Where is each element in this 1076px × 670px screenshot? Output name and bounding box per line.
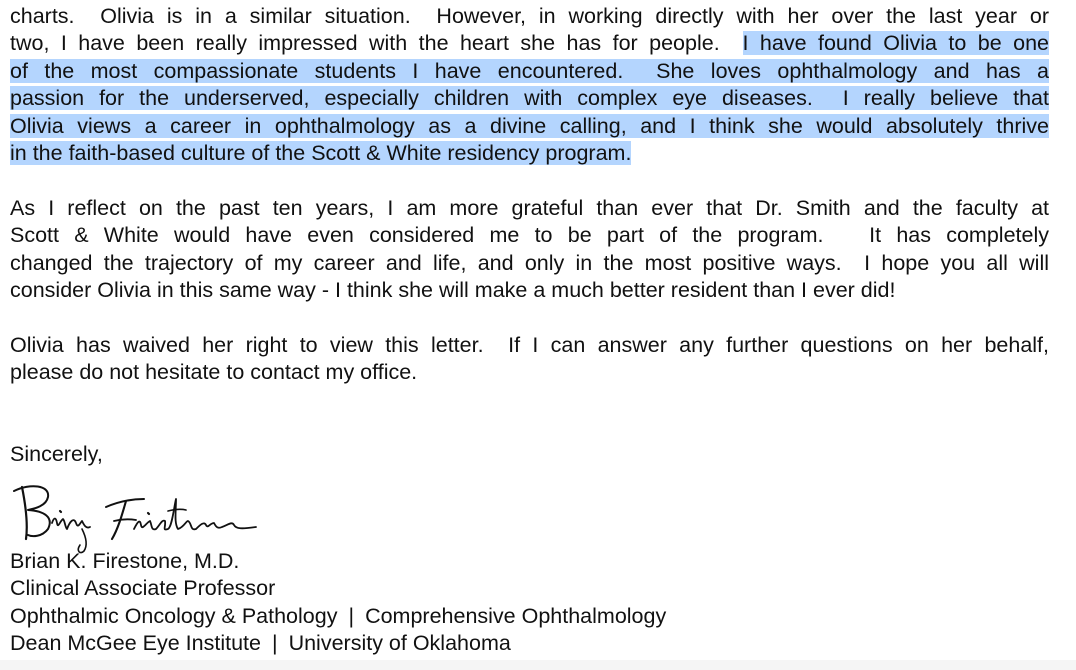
text-line: consider Olivia in this same way - I think she will make a much better resident than I ever did! [10,277,896,302]
letter-body [10,3,1049,469]
paragraph-gap [10,304,1049,331]
text-line: charts. Olivia is in a similar situation. However, in working directly with her over the last year or [10,4,1049,28]
signer-title: Clinical Associate Professor [10,576,276,601]
text-line [10,58,1049,85]
text-line [10,30,1049,57]
text-line: Olivia has waived her right to view this letter. If I can answer any further questions on her behalf, [10,332,1049,357]
paragraph-3 [10,332,1049,387]
signer-institution [10,630,666,657]
handwritten-signature [10,477,270,557]
text-line: As I reflect on the past ten years, I am more grateful than ever that Dr. Smith and the faculty at [10,195,1049,220]
department-primary: Ophthalmic Oncology & Pathology [10,603,338,628]
text-line: changed the trajectory of my career and life, and only in the most positive ways. I hope you all will [10,250,1049,275]
text-line [10,140,1049,167]
text-line [10,113,1049,140]
highlighted-text: passion for the underserved, especially children with complex eye diseases. I really believe that [10,86,1049,111]
signer-name: Brian K. Firestone, M.D. [10,549,240,573]
separator: | [348,603,355,628]
signature-block [10,548,666,658]
paragraph-1 [10,3,1049,167]
highlighted-text: in the faith-based culture of the Scott & White residency program. [10,140,632,165]
paragraph-2 [10,195,1049,305]
paragraph-gap [10,167,1049,194]
highlighted-text: I have found Olivia to be one [742,31,1049,56]
text-line [10,85,1049,112]
text-segment: two, I have been really impressed with the heart she has for people. [10,31,743,56]
institution-secondary: University of Oklahoma [288,631,511,656]
text-line: Scott & White would have even considered me to be part of the program. It has completely [10,223,1049,248]
institution-primary: Dean McGee Eye Institute [10,631,261,656]
signer-department [10,603,666,630]
text-line: please do not hesitate to contact my office. [10,360,418,385]
separator: | [271,631,278,656]
department-secondary: Comprehensive Ophthalmology [365,603,667,628]
highlighted-text: Olivia views a career in ophthalmology as a divine calling, and I think she would absolutely thrive [10,113,1049,138]
closing: Sincerely, [10,442,103,467]
page-bottom-edge [0,660,1076,670]
paragraph-gap [10,386,1049,441]
highlighted-text: of the most compassionate students I have encountered. She loves ophthalmology and has a [10,58,1049,83]
